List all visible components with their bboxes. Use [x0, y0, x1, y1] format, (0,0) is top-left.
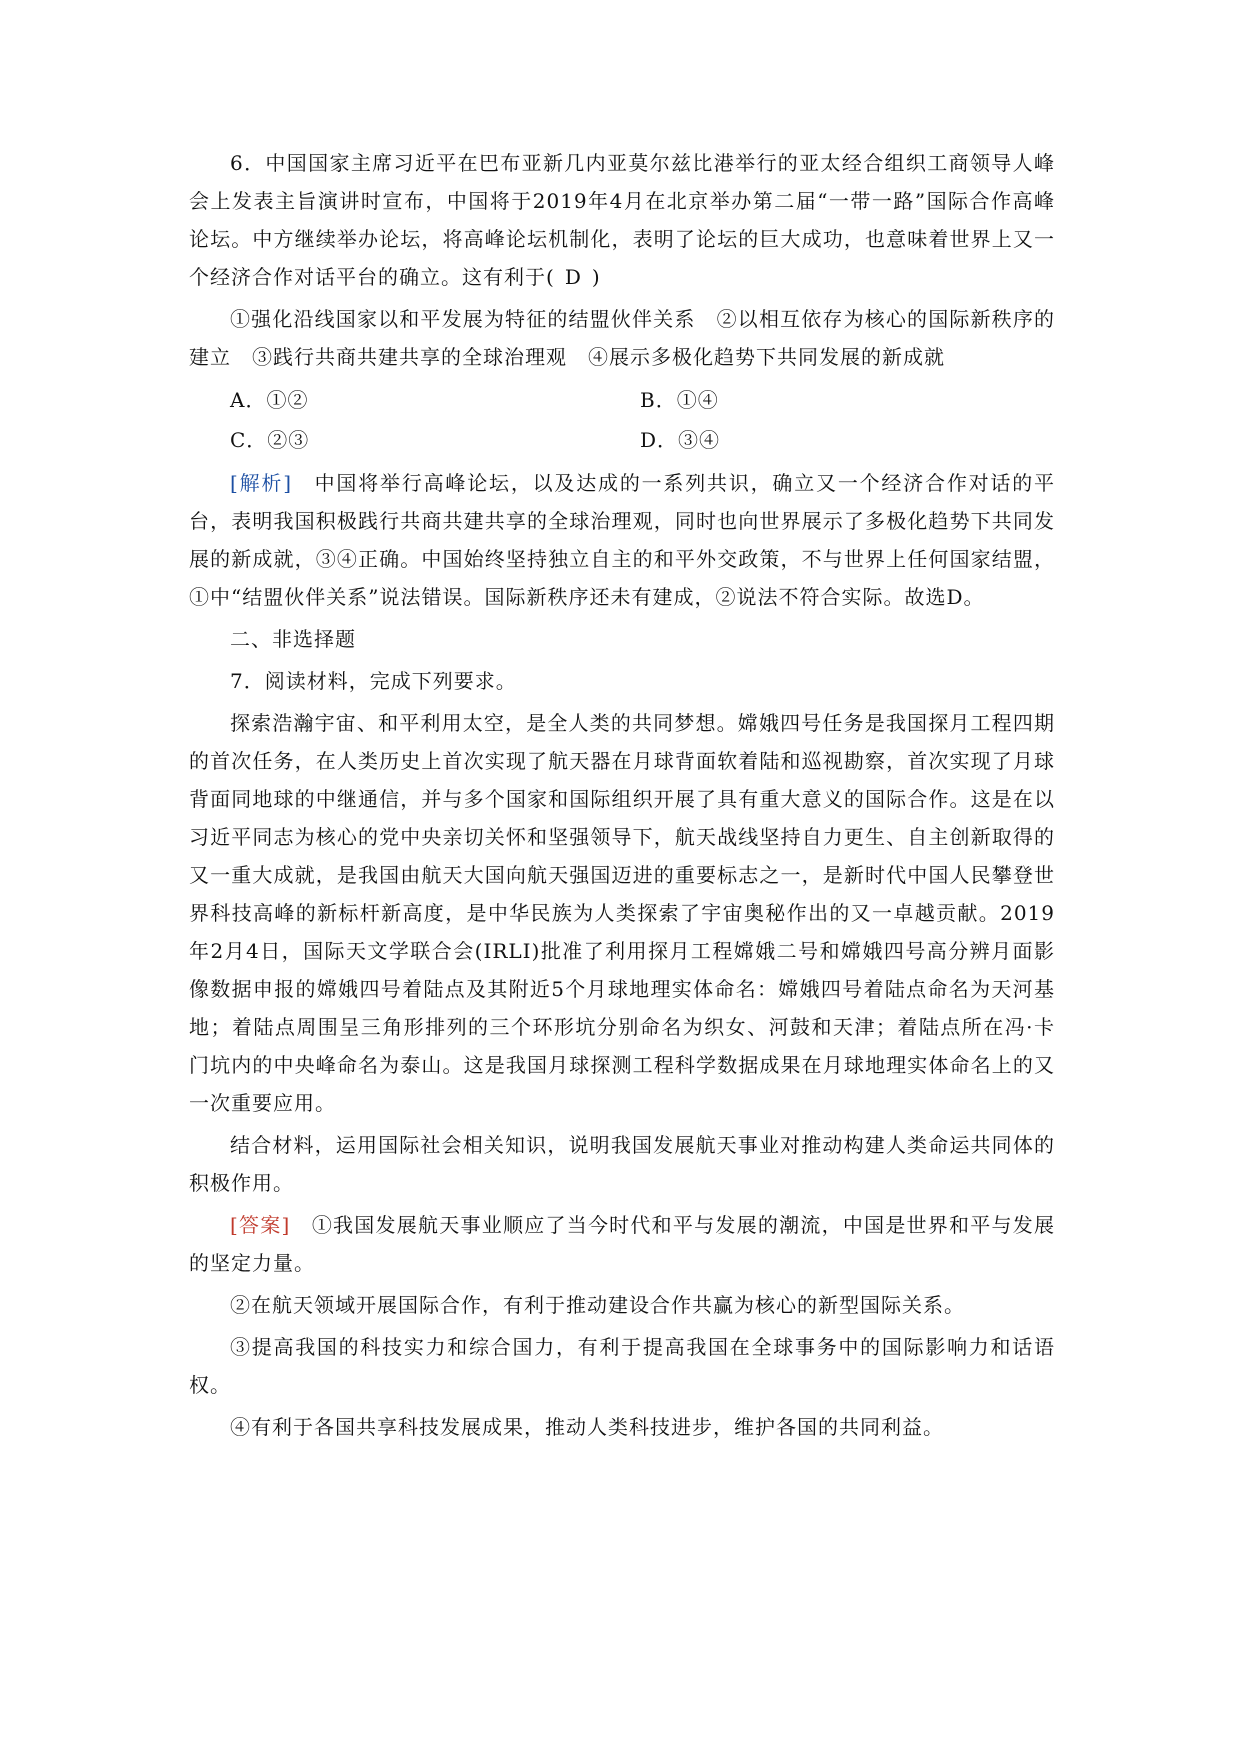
q6-stem-text: 6．中国国家主席习近平在巴布亚新几内亚莫尔兹比港举行的亚太经合组织工商领导人峰会上发表主旨演讲时宣布，中国将于2019年4月在北京举办第二届“一带一路”国际合作高峰论坛。中方继续举办论坛，将高峰论坛机制化，表明了论坛的巨大成功，也意味着世界上又一个经济合作对话平台的确立。这有利于(: [189, 151, 1055, 289]
q6-stem-close: ): [591, 265, 601, 289]
q6-statements: ①强化沿线国家以和平发展为特征的结盟伙伴关系 ②以相互依存为核心的国际新秩序的建立 ③践行共商共建共享的全球治理观 ④展示多极化趋势下共同发展的新成就: [189, 307, 1055, 369]
q6-option-a: A．①②: [230, 388, 309, 412]
q7-stem: 7．阅读材料，完成下列要求。: [230, 669, 517, 693]
q7-answer-2: ②在航天领域开展国际合作，有利于推动建设合作共赢为核心的新型国际关系。: [230, 1293, 965, 1317]
q7-question: 结合材料，运用国际社会相关知识，说明我国发展航天事业对推动构建人类命运共同体的积极作用。: [189, 1133, 1055, 1195]
q7-material: 探索浩瀚宇宙、和平利用太空，是全人类的共同梦想。嫦娥四号任务是我国探月工程四期的首次任务，在人类历史上首次实现了航天器在月球背面软着陆和巡视勘察，首次实现了月球背面同地球的中继通信，并与多个国家和国际组织开展了具有重大意义的国际合作。这是在以习近平同志为核心的党中央亲切关怀和坚强领导下，航天战线坚持自力更生、自主创新取得的又一重大成就，是我国由航天大国向航天强国迈进的重要标志之一，是新时代中国人民攀登世界科技高峰的新标杆新高度，是中华民族为人类探索了宇宙奥秘作出的又一卓越贡献。2019年2月4日，国际天文学联合会(IRLI)批准了利用探月工程嫦娥二号和嫦娥四号高分辨月面影像数据申报的嫦娥四号着陆点及其附近5个月球地理实体命名：嫦娥四号着陆点命名为天河基地；着陆点周围呈三角形排列的三个环形坑分别命名为织女、河鼓和天津；着陆点所在冯·卡门坑内的中央峰命名为泰山。这是我国月球探测工程科学数据成果在月球地理实体命名上的又一次重要应用。: [189, 711, 1055, 1115]
q7-answer-3: ③提高我国的科技实力和综合国力，有利于提高我国在全球事务中的国际影响力和话语权。: [189, 1335, 1055, 1397]
answer-label: [答案]: [230, 1213, 291, 1237]
q7-answer-1: [189, 1206, 1055, 1282]
section-heading: 二、非选择题: [230, 627, 356, 651]
document-content: [189, 144, 1055, 1450]
q7-answer-4: ④有利于各国共享科技发展成果，推动人类科技进步，维护各国的共同利益。: [230, 1415, 944, 1439]
q6-option-c: C．②③: [230, 428, 310, 452]
q6-options: [189, 380, 1055, 460]
q6-option-b: B．①④: [640, 388, 719, 412]
q6-option-d: D．③④: [640, 428, 721, 452]
q6-analysis: [189, 464, 1055, 616]
analysis-text: 中国将举行高峰论坛，以及达成的一系列共识，确立又一个经济合作对话的平台，表明我国积极践行共商共建共享的全球治理观，同时也向世界展示了多极化趋势下共同发展的新成就，③④正确。中国始终坚持独立自主的和平外交政策，不与世界上任何国家结盟，①中“结盟伙伴关系”说法错误。国际新秩序还未有建成，②说法不符合实际。故选D。: [189, 471, 1056, 609]
answer-1-text: ①我国发展航天事业顺应了当今时代和平与发展的潮流，中国是世界和平与发展的坚定力量。: [189, 1213, 1055, 1275]
q6-answer: D: [564, 265, 582, 289]
q6-stem: [189, 144, 1055, 296]
analysis-label: [解析]: [230, 471, 293, 495]
